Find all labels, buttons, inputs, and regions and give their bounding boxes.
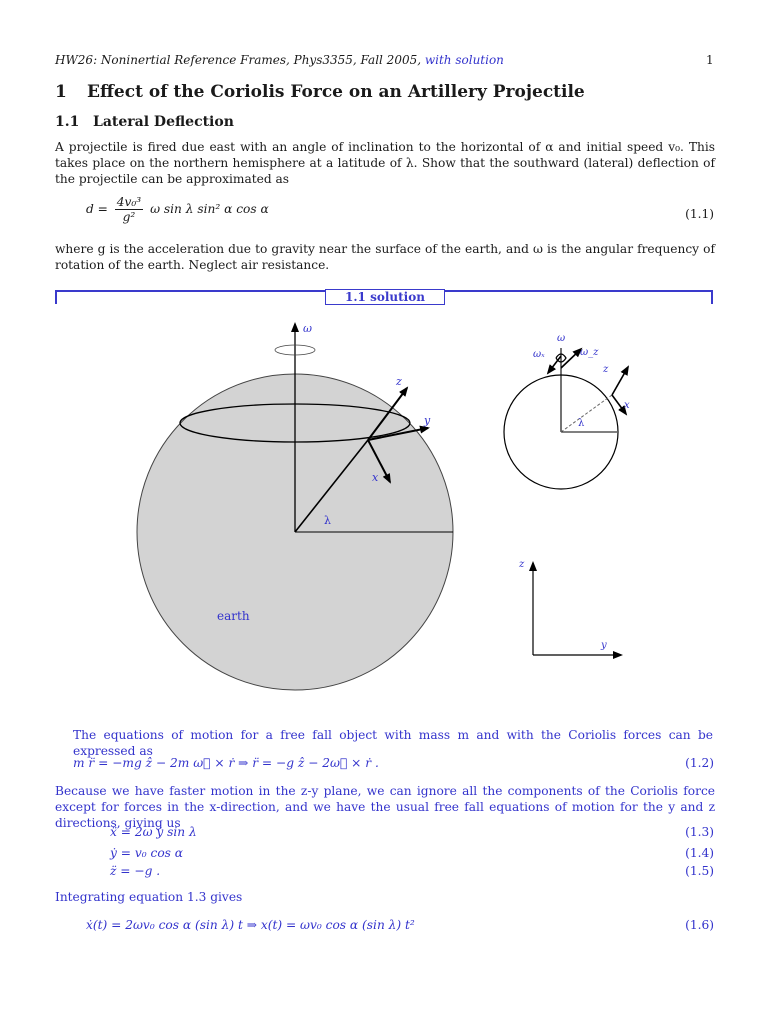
omega-z-label: ω_z (580, 347, 599, 358)
omega-x-label: ωₓ (533, 349, 545, 360)
equation-1-4: ẏ = v₀ cos α (110, 846, 184, 860)
header-text: HW26: Noninertial Reference Frames, Phys3355, Fall 2005, (55, 53, 422, 67)
equation-1-6: ẋ(t) = 2ωv₀ cos α (sin λ) t ⇒ x(t) = ωv₀ cos α (sin λ) t² (86, 918, 415, 932)
subsection-heading (55, 114, 234, 130)
equation-1-5: z̈ = −g . (110, 864, 161, 878)
y-label: y (424, 414, 431, 427)
section-number: 1 (55, 82, 67, 102)
omega-x-arrow (548, 356, 561, 373)
zy-z-label: z (519, 559, 525, 570)
equation-number-1-5: (1.5) (685, 864, 714, 878)
equation-number-1-6: (1.6) (685, 918, 714, 932)
eq-1-1-lhs: d = (86, 202, 108, 216)
equation-number-1-2: (1.2) (685, 756, 714, 770)
eq-1-1-numerator: 4v₀³ (116, 195, 142, 209)
equation-number-1-3: (1.3) (685, 825, 714, 839)
small-z-arrow (612, 367, 628, 395)
problem-paragraph-2: where g is the acceleration due to gravity near the surface of the earth, and ω is the angular frequency of rotation of the earth. Neglect air resistance. (55, 242, 715, 272)
solution-text-3: Integrating equation 1.3 gives (55, 890, 243, 904)
equation-1-3: ẍ = 2ω ẏ sin λ (110, 825, 197, 839)
small-x-label: x (624, 400, 630, 411)
small-omega-label: ω (557, 333, 566, 344)
x-label: x (372, 471, 379, 484)
coriolis-figure (0, 305, 768, 705)
equation-number-1-4: (1.4) (685, 846, 714, 860)
solution-bar-left-tick (55, 290, 57, 304)
section-title: Effect of the Coriolis Force on an Artillery Projectile (87, 82, 585, 102)
omega-z-arrow (561, 349, 581, 368)
earth-label: earth (217, 609, 250, 623)
page-number: 1 (706, 53, 714, 67)
solution-text-1: The equations of motion for a free fall object with mass m and with the Coriolis forces can be expressed as (73, 728, 713, 758)
solution-text-2: Because we have faster motion in the z-y plane, we can ignore all the components of the Coriolis force except for forces in the x-direction, and we have the usual free fall equations of motion for the y and z directions, giving us (55, 784, 715, 830)
eq-1-1-denominator: g² (122, 210, 136, 224)
section-heading (55, 82, 585, 102)
eq-1-1-rhs: ω sin λ sin² α cos α (150, 202, 269, 216)
running-header (55, 53, 504, 67)
equation-1-2: m r̈ = −mg ẑ − 2m ω⃗ × ṙ ⇒ r̈ = −g ẑ − 2ω⃗ × ṙ . (73, 756, 379, 770)
subsection-number: 1.1 (55, 114, 80, 130)
solution-label: 1.1 solution (325, 289, 445, 305)
lambda-label: λ (324, 514, 331, 527)
small-z-label: z (603, 364, 609, 375)
omega-label: ω (303, 322, 312, 335)
small-lambda-label: λ (578, 418, 585, 429)
problem-paragraph: A projectile is fired due east with an angle of inclination to the horizontal of α and initial speed v₀. This takes place on the northern hemisphere at a latitude of λ. Show that the southward (lateral) deflection of the projectile can be approximated as (55, 140, 715, 186)
equation-number-1-1: (1.1) (685, 207, 714, 221)
subsection-title: Lateral Deflection (93, 114, 234, 130)
eq-1-1-fraction (115, 195, 143, 224)
zy-y-label: y (601, 640, 607, 651)
solution-bar-right-tick (711, 290, 713, 304)
with-solution-link[interactable]: with solution (424, 53, 504, 67)
z-label: z (396, 375, 402, 388)
equation-1-1 (86, 195, 269, 224)
